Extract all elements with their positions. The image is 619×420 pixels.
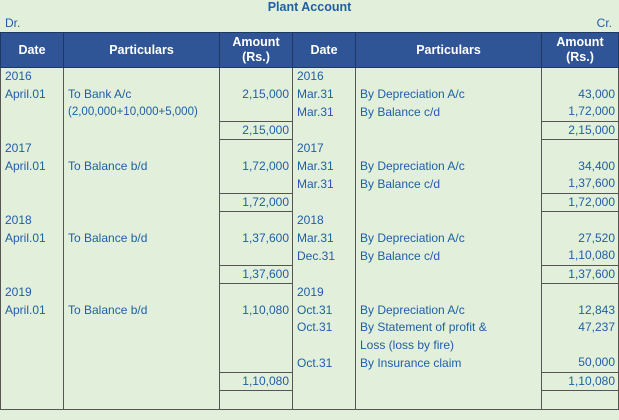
header-date-dr: Date [1, 33, 64, 68]
credit-date-cell: 2017 [293, 140, 356, 158]
debit-particulars-cell: To Balance b/d [64, 302, 220, 320]
credit-date-cell: Oct.31 [293, 302, 356, 320]
debit-amount-cell [220, 319, 293, 337]
debit-particulars-cell: (2,00,000+10,000+5,000) [64, 103, 220, 121]
credit-particulars-cell [356, 372, 542, 391]
header-amount-text: Amount [556, 35, 604, 49]
credit-particulars-cell [356, 284, 542, 302]
credit-particulars-cell: Loss (loss by fire) [356, 337, 542, 355]
debit-particulars-cell: To Balance b/d [64, 158, 220, 176]
debit-amount-cell: 1,37,600 [220, 230, 293, 248]
credit-particulars-cell: By Depreciation A/c [356, 302, 542, 320]
table-row [1, 354, 619, 372]
table-row [1, 140, 619, 158]
credit-particulars-cell [356, 265, 542, 284]
debit-particulars-cell: To Balance b/d [64, 230, 220, 248]
debit-date-cell [1, 175, 64, 193]
debit-amount-cell [220, 175, 293, 193]
debit-date-cell: April.01 [1, 230, 64, 248]
credit-date-cell: Mar.31 [293, 86, 356, 104]
credit-date-cell: 2018 [293, 212, 356, 230]
credit-particulars-cell [356, 68, 542, 86]
credit-amount-cell: 50,000 [542, 354, 619, 372]
credit-amount-cell: 1,37,600 [542, 265, 619, 284]
table-row [1, 265, 619, 284]
header-amount-dr [220, 33, 293, 68]
credit-amount-cell [542, 391, 619, 410]
credit-amount-cell [542, 140, 619, 158]
table-row [1, 103, 619, 121]
credit-amount-cell: 1,10,080 [542, 372, 619, 391]
debit-date-cell [1, 193, 64, 212]
credit-particulars-cell: By Depreciation A/c [356, 158, 542, 176]
table-row [1, 391, 619, 410]
credit-particulars-cell [356, 212, 542, 230]
credit-particulars-cell: By Insurance claim [356, 354, 542, 372]
debit-particulars-cell [64, 175, 220, 193]
header-particulars-dr: Particulars [64, 33, 220, 68]
debit-amount-cell [220, 68, 293, 86]
credit-date-cell: Oct.31 [293, 354, 356, 372]
table-row [1, 372, 619, 391]
debit-particulars-cell [64, 140, 220, 158]
debit-date-cell [1, 372, 64, 391]
header-date-cr: Date [293, 33, 356, 68]
debit-particulars-cell [64, 337, 220, 355]
credit-amount-cell [542, 212, 619, 230]
debit-date-cell [1, 247, 64, 265]
debit-amount-cell [220, 247, 293, 265]
credit-amount-cell: 1,10,080 [542, 247, 619, 265]
credit-date-cell [293, 372, 356, 391]
credit-particulars-cell [356, 121, 542, 140]
debit-date-cell [1, 121, 64, 140]
credit-label: Cr. [596, 16, 612, 30]
credit-date-cell: Mar.31 [293, 103, 356, 121]
header-amount-cr [542, 33, 619, 68]
debit-date-cell [1, 265, 64, 284]
debit-particulars-cell [64, 247, 220, 265]
debit-particulars-cell: To Bank A/c [64, 86, 220, 104]
debit-date-cell [1, 391, 64, 410]
debit-amount-cell: 1,37,600 [220, 265, 293, 284]
credit-amount-cell: 2,15,000 [542, 121, 619, 140]
ledger-header-row [1, 33, 619, 68]
debit-date-cell: 2019 [1, 284, 64, 302]
debit-amount-cell [220, 337, 293, 355]
debit-particulars-cell [64, 372, 220, 391]
credit-particulars-cell: By Depreciation A/c [356, 230, 542, 248]
debit-amount-cell: 1,72,000 [220, 158, 293, 176]
debit-amount-cell [220, 354, 293, 372]
header-amount-text: Amount [232, 35, 280, 49]
debit-amount-cell [220, 140, 293, 158]
credit-particulars-cell [356, 193, 542, 212]
debit-amount-cell [220, 284, 293, 302]
credit-amount-cell: 27,520 [542, 230, 619, 248]
credit-date-cell [293, 193, 356, 212]
table-row [1, 212, 619, 230]
credit-particulars-cell [356, 140, 542, 158]
credit-date-cell: Mar.31 [293, 158, 356, 176]
debit-particulars-cell [64, 121, 220, 140]
credit-particulars-cell: By Statement of profit & [356, 319, 542, 337]
credit-date-cell: 2016 [293, 68, 356, 86]
header-particulars-cr: Particulars [356, 33, 542, 68]
debit-date-cell [1, 337, 64, 355]
plant-account-ledger [0, 32, 619, 410]
table-row [1, 319, 619, 337]
table-row [1, 121, 619, 140]
credit-date-cell: Dec.31 [293, 247, 356, 265]
debit-date-cell [1, 319, 64, 337]
credit-amount-cell: 1,72,000 [542, 103, 619, 121]
debit-particulars-cell [64, 68, 220, 86]
debit-amount-cell: 1,10,080 [220, 302, 293, 320]
credit-amount-cell [542, 284, 619, 302]
debit-amount-cell [220, 391, 293, 410]
debit-date-cell: April.01 [1, 86, 64, 104]
credit-amount-cell: 43,000 [542, 86, 619, 104]
header-amount-unit: (Rs.) [566, 50, 594, 64]
debit-particulars-cell [64, 284, 220, 302]
credit-date-cell: Mar.31 [293, 230, 356, 248]
credit-date-cell: 2019 [293, 284, 356, 302]
debit-particulars-cell [64, 193, 220, 212]
credit-amount-cell: 1,37,600 [542, 175, 619, 193]
credit-particulars-cell: By Balance c/d [356, 175, 542, 193]
debit-amount-cell: 1,10,080 [220, 372, 293, 391]
debit-particulars-cell [64, 354, 220, 372]
credit-date-cell [293, 265, 356, 284]
table-row [1, 302, 619, 320]
table-row [1, 247, 619, 265]
table-row [1, 193, 619, 212]
credit-amount-cell: 1,72,000 [542, 193, 619, 212]
page-title: Plant Account [267, 0, 352, 14]
credit-amount-cell: 34,400 [542, 158, 619, 176]
debit-amount-cell [220, 212, 293, 230]
debit-label: Dr. [5, 16, 21, 30]
credit-particulars-cell [356, 391, 542, 410]
debit-amount-cell [220, 103, 293, 121]
debit-date-cell: 2016 [1, 68, 64, 86]
credit-amount-cell [542, 337, 619, 355]
credit-particulars-cell: By Balance c/d [356, 247, 542, 265]
credit-particulars-cell: By Depreciation A/c [356, 86, 542, 104]
credit-amount-cell: 12,843 [542, 302, 619, 320]
debit-particulars-cell [64, 319, 220, 337]
table-row [1, 230, 619, 248]
credit-date-cell: Mar.31 [293, 175, 356, 193]
credit-amount-cell [542, 68, 619, 86]
debit-date-cell [1, 354, 64, 372]
debit-date-cell: 2017 [1, 140, 64, 158]
table-row [1, 175, 619, 193]
debit-amount-cell: 1,72,000 [220, 193, 293, 212]
debit-amount-cell: 2,15,000 [220, 121, 293, 140]
header-amount-unit: (Rs.) [242, 50, 270, 64]
credit-date-cell [293, 337, 356, 355]
debit-date-cell: April.01 [1, 302, 64, 320]
credit-date-cell [293, 121, 356, 140]
credit-amount-cell: 47,237 [542, 319, 619, 337]
debit-amount-cell: 2,15,000 [220, 86, 293, 104]
debit-particulars-cell [64, 212, 220, 230]
debit-date-cell: 2018 [1, 212, 64, 230]
table-row [1, 284, 619, 302]
debit-particulars-cell [64, 265, 220, 284]
table-row [1, 68, 619, 86]
debit-date-cell [1, 103, 64, 121]
ledger-body [1, 68, 619, 410]
debit-particulars-cell [64, 391, 220, 410]
table-row [1, 337, 619, 355]
credit-particulars-cell: By Balance c/d [356, 103, 542, 121]
credit-date-cell: Oct.31 [293, 319, 356, 337]
table-row [1, 86, 619, 104]
table-row [1, 158, 619, 176]
debit-date-cell: April.01 [1, 158, 64, 176]
credit-date-cell [293, 391, 356, 410]
